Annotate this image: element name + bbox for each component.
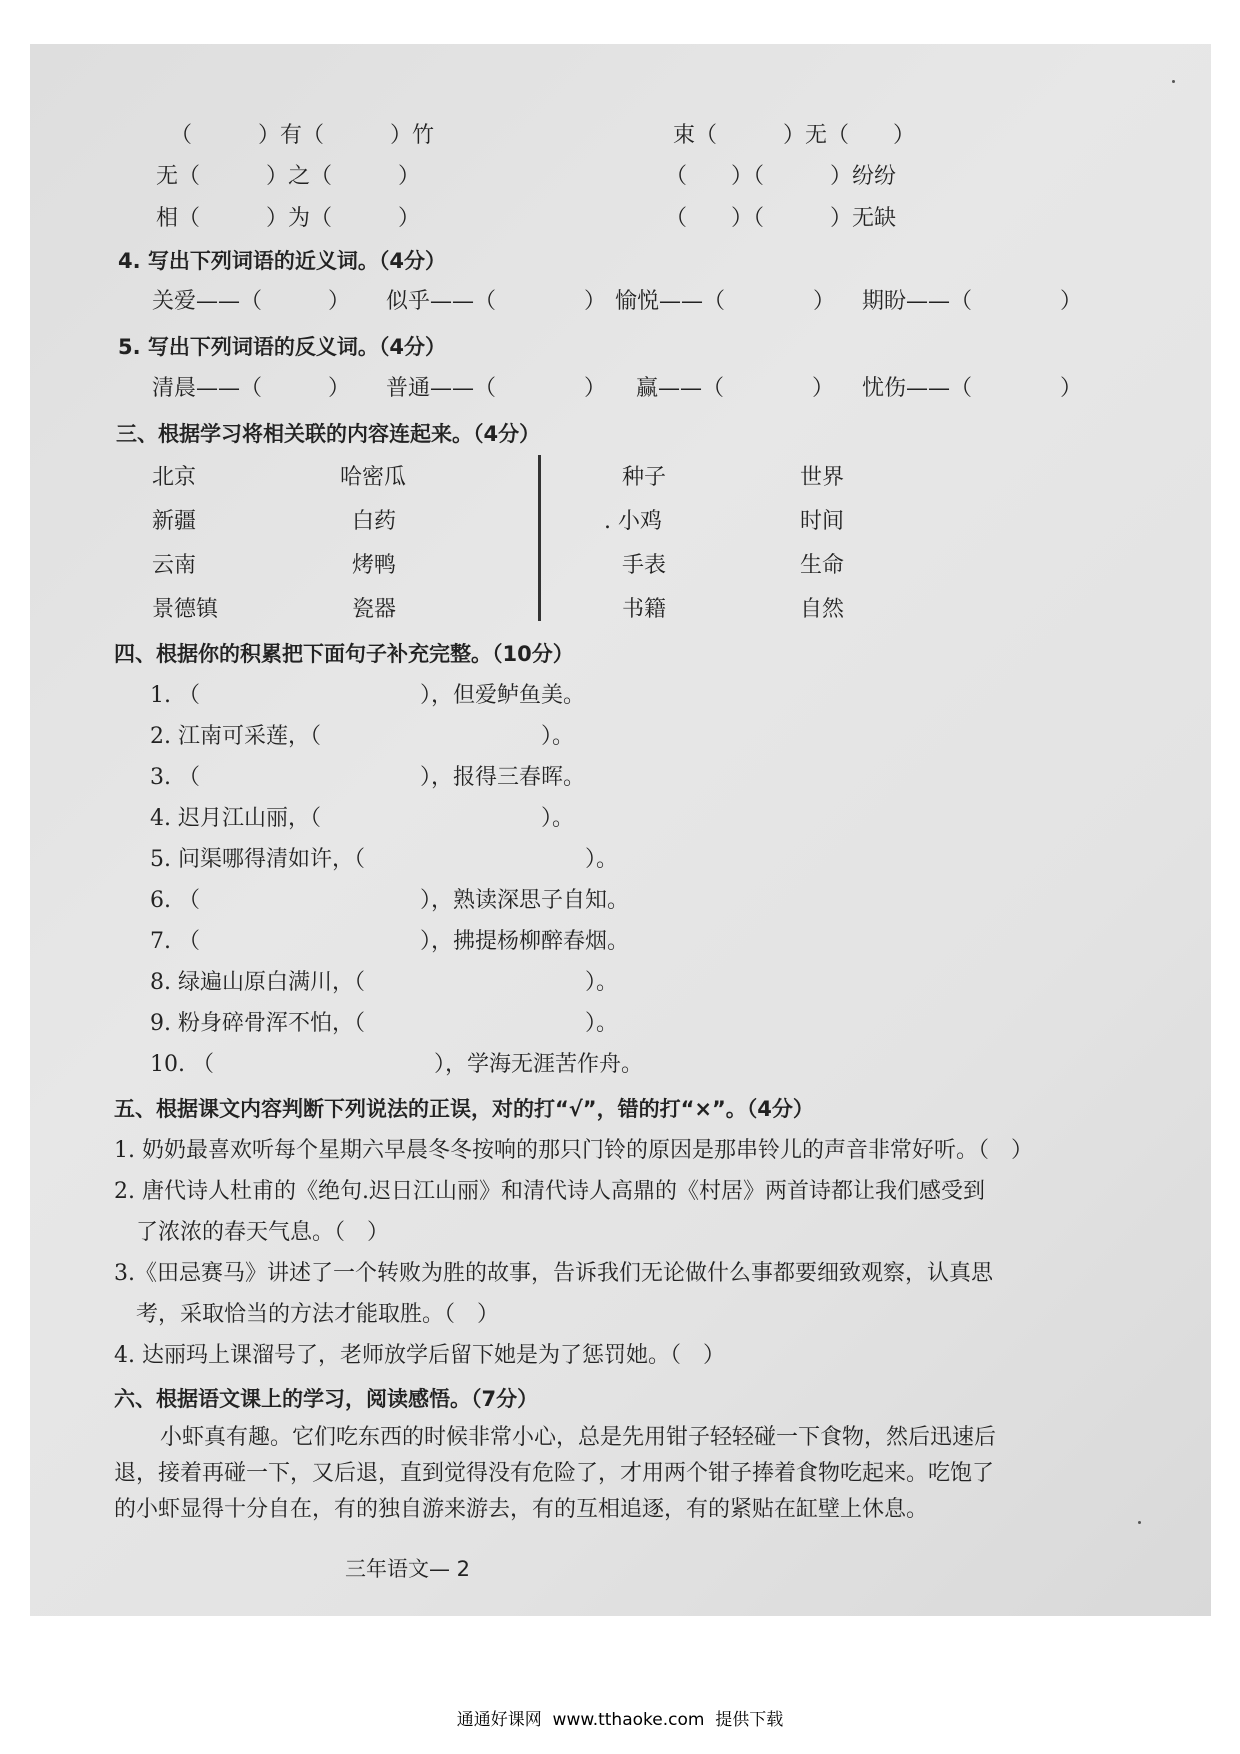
fill-line-4: 4. 迟月江山丽，（ ）。 [150, 806, 574, 831]
fill-line-7: 7. （ ），拂提杨柳醉春烟。 [150, 929, 629, 954]
section-5-heading: 五、根据课文内容判断下列说法的正误，对的打“√”，错的打“×”。（4分） [114, 1097, 814, 1121]
match-left-b-2: 白药 [352, 509, 397, 534]
fill-line-5: 5. 问渠哪得清如许，（ ）。 [150, 847, 618, 872]
section-6-heading: 六、根据语文课上的学习，阅读感悟。（7分） [114, 1387, 539, 1411]
idiom-blank-left-2: 无（ ）之（ ） [156, 164, 421, 189]
fill-line-9: 9. 粉身碎骨浑不怕，（ ）。 [150, 1011, 618, 1036]
match-right-a-4: 书籍 [622, 597, 667, 622]
q5-heading: 5. 写出下列词语的反义词。（4分） [118, 335, 447, 359]
q4-word-2: 似乎——（ ） [386, 289, 607, 314]
q5-word-1: 清晨——（ ） [152, 376, 351, 401]
match-left-a-2: 新疆 [152, 509, 197, 534]
fill-line-6: 6. （ ），熟读深思子自知。 [150, 888, 629, 913]
fill-line-8: 8. 绿遍山原白满川，（ ）。 [150, 970, 618, 995]
idiom-blank-right-3: （ ）（ ）无缺 [665, 206, 897, 231]
section-4-heading: 四、根据你的积累把下面句子补充完整。（10分） [114, 642, 574, 666]
match-right-a-2: . 小鸡 [604, 509, 662, 534]
idiom-blank-right-1: 束（ ）无（ ） [673, 123, 916, 148]
match-right-b-1: 世界 [800, 465, 845, 490]
fill-line-1: 1. （ ），但爱鲈鱼美。 [150, 683, 585, 708]
match-right-b-3: 生命 [800, 553, 845, 578]
match-left-b-1: 哈密瓜 [340, 465, 407, 490]
idiom-blank-right-2: （ ）（ ）纷纷 [665, 164, 897, 189]
judge-line-2: 2. 唐代诗人杜甫的《绝句.迟日江山丽》和清代诗人高鼎的《村居》两首诗都让我们感受到 [114, 1179, 985, 1204]
match-right-a-1: 种子 [622, 465, 667, 490]
reading-line-3: 的小虾显得十分自在，有的独自游来游去，有的互相追逐，有的紧贴在缸壁上休息。 [114, 1497, 929, 1522]
match-left-b-4: 瓷器 [352, 597, 397, 622]
q4-heading: 4. 写出下列词语的近义词。（4分） [118, 249, 447, 273]
judge-line-3: 3.《田忌赛马》讲述了一个转败为胜的故事，告诉我们无论做什么事都要细致观察，认真思 [114, 1261, 993, 1286]
q5-word-2: 普通——（ ） [386, 376, 607, 401]
matching-divider [538, 455, 541, 621]
idiom-blank-left-1: （ ）有（ ）竹 [170, 123, 435, 148]
match-left-b-3: 烤鸭 [352, 553, 397, 578]
fill-line-3: 3. （ ），报得三春晖。 [150, 765, 585, 790]
q4-word-4: 期盼——（ ） [862, 289, 1083, 314]
scan-speck [1172, 80, 1175, 83]
section-3-heading: 三、根据学习将相关联的内容连起来。（4分） [116, 422, 541, 446]
q5-word-3: 赢——（ ） [636, 376, 835, 401]
q4-word-3: 愉悦——（ ） [615, 289, 836, 314]
judge-line-2b: 了浓浓的春天气息。（ ） [136, 1220, 390, 1245]
match-left-a-3: 云南 [152, 553, 197, 578]
scan-speck [1138, 1521, 1141, 1524]
q5-word-4: 忧伤——（ ） [862, 376, 1083, 401]
match-left-a-1: 北京 [152, 465, 197, 490]
fill-line-10: 10. （ ），学海无涯苦作舟。 [150, 1052, 643, 1077]
q4-word-1: 关爱——（ ） [152, 289, 351, 314]
footer-download-note: 通通好课网 www.tthaoke.com 提供下载 [456, 1710, 784, 1730]
judge-line-4: 4. 达丽玛上课溜号了，老师放学后留下她是为了惩罚她。（ ） [114, 1343, 725, 1368]
fill-line-2: 2. 江南可采莲，（ ）。 [150, 724, 574, 749]
match-left-a-4: 景德镇 [152, 597, 219, 622]
judge-line-1: 1. 奶奶最喜欢听每个星期六早晨冬冬按响的那只门铃的原因是那串铃儿的声音非常好听。（ ） [114, 1138, 1033, 1163]
match-right-a-3: 手表 [622, 553, 667, 578]
match-right-b-2: 时间 [800, 509, 845, 534]
idiom-blank-left-3: 相（ ）为（ ） [156, 206, 421, 231]
match-right-b-4: 自然 [800, 597, 845, 622]
reading-line-1: 小虾真有趣。它们吃东西的时候非常小心，总是先用钳子轻轻碰一下食物，然后迅速后 [160, 1425, 997, 1450]
page-number-label: 三年语文— 2 [345, 1557, 471, 1581]
reading-line-2: 退，接着再碰一下，又后退，直到觉得没有危险了，才用两个钳子捧着食物吃起来。吃饱了 [114, 1461, 995, 1486]
judge-line-3b: 考，采取恰当的方法才能取胜。（ ） [136, 1302, 500, 1327]
